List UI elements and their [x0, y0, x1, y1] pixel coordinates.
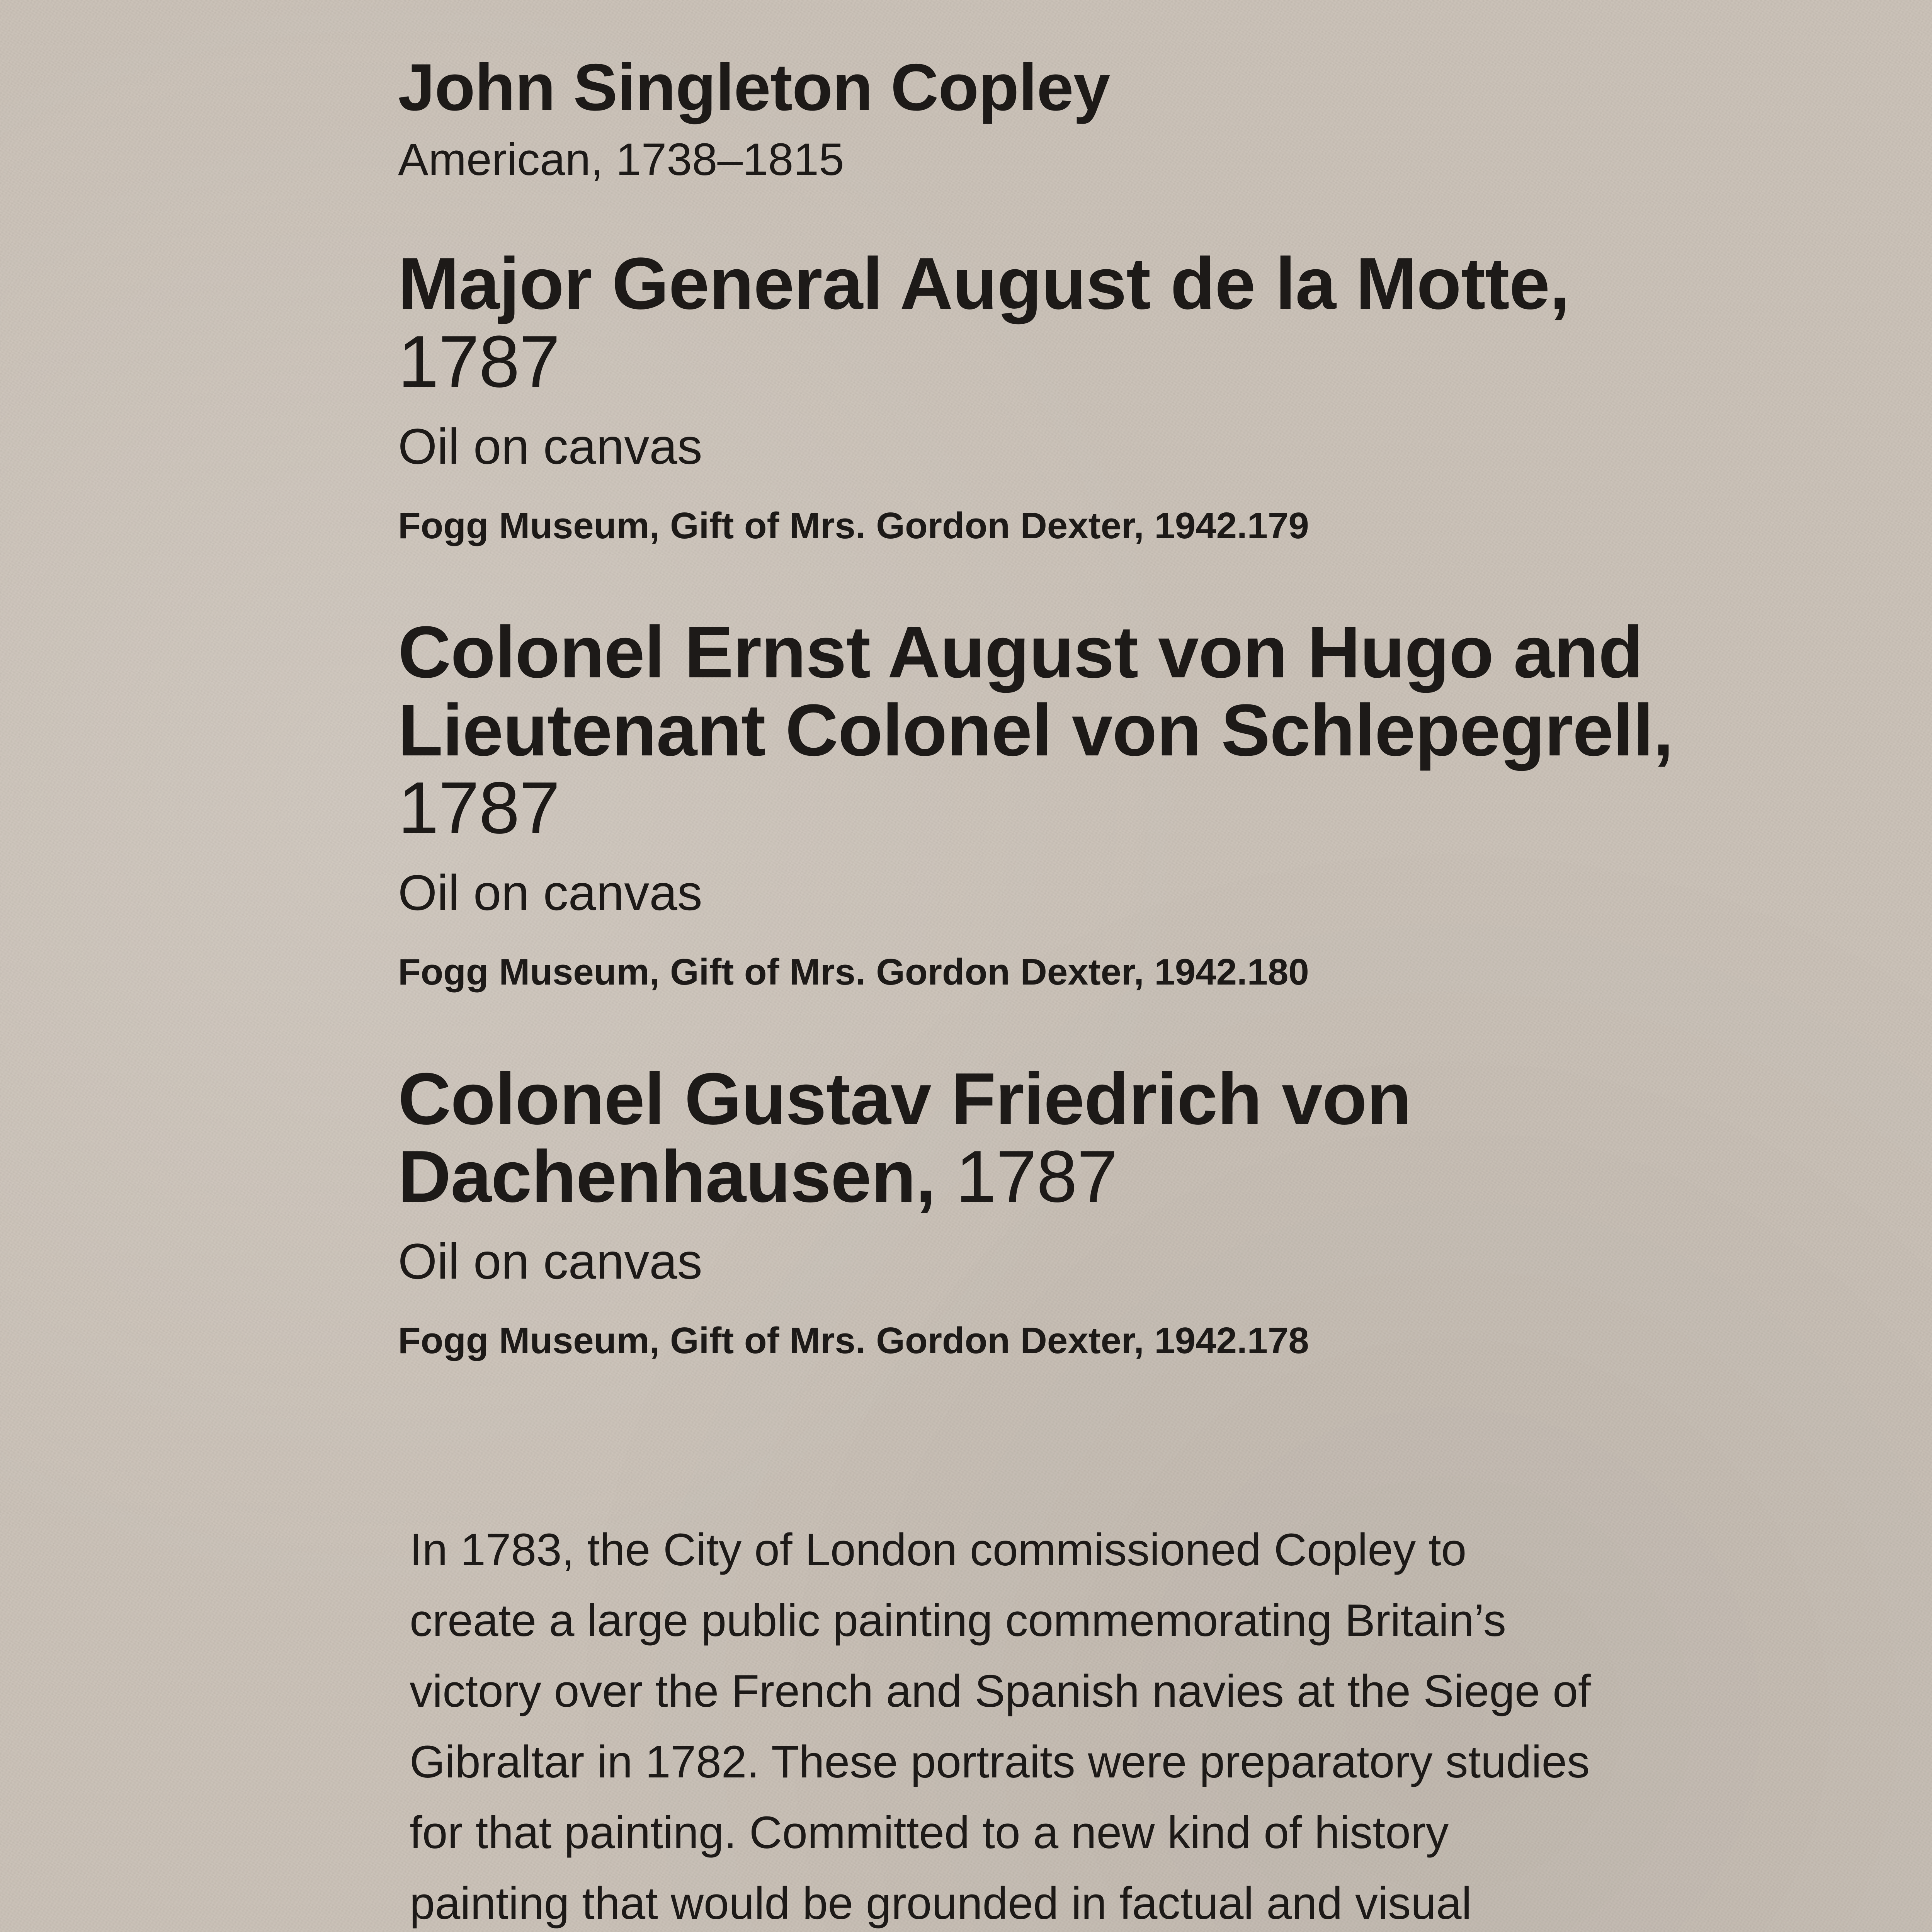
- description-line: victory over the French and Spanish navies at the Siege of: [410, 1666, 1591, 1717]
- artwork-date: 1787: [956, 1135, 1117, 1218]
- artwork-title-line: Major General August de la Motte,: [398, 243, 1570, 325]
- artwork-medium: Oil on canvas: [398, 864, 702, 921]
- description-line: create a large public painting commemorating Britain’s: [410, 1595, 1506, 1646]
- wall-label: [398, 50, 1828, 1363]
- artwork-entry-2: [398, 611, 1828, 994]
- artwork-date: 1787: [398, 320, 560, 403]
- artwork-credit-line: Fogg Museum, Gift of Mrs. Gordon Dexter, 1942.180: [398, 951, 1309, 993]
- artwork-title-line: Colonel Gustav Friedrich von: [398, 1058, 1411, 1140]
- artwork-title: [398, 1060, 1828, 1216]
- artwork-entry-3: [398, 1060, 1828, 1363]
- artwork-entry-1: [398, 245, 1828, 548]
- artwork-medium: Oil on canvas: [398, 418, 702, 474]
- artwork-credit-line: Fogg Museum, Gift of Mrs. Gordon Dexter, 1942.179: [398, 505, 1309, 546]
- description-line: Gibraltar in 1782. These portraits were preparatory studies: [410, 1736, 1590, 1787]
- description-line: for that painting. Committed to a new kind of history: [410, 1807, 1449, 1858]
- artwork-title: [398, 245, 1828, 401]
- artwork-date: 1787: [398, 767, 560, 849]
- artwork-credit-line: Fogg Museum, Gift of Mrs. Gordon Dexter, 1942.178: [398, 1320, 1309, 1362]
- artwork-title-line: Lieutenant Colonel von Schlepegrell,: [398, 689, 1673, 771]
- artwork-title-line: Dachenhausen,: [398, 1135, 936, 1218]
- description-line: painting that would be grounded in factual and visual: [410, 1878, 1472, 1929]
- artwork-title-line: Colonel Ernst August von Hugo and: [398, 611, 1643, 694]
- artwork-medium: Oil on canvas: [398, 1233, 702, 1290]
- artist-nationality: American, 1738–1815: [398, 134, 844, 185]
- description-line: In 1783, the City of London commissioned Copley to: [410, 1524, 1467, 1575]
- artist-name: John Singleton Copley: [398, 50, 1110, 124]
- artwork-title: [398, 611, 1828, 849]
- description-paragraph: [410, 1515, 1878, 1932]
